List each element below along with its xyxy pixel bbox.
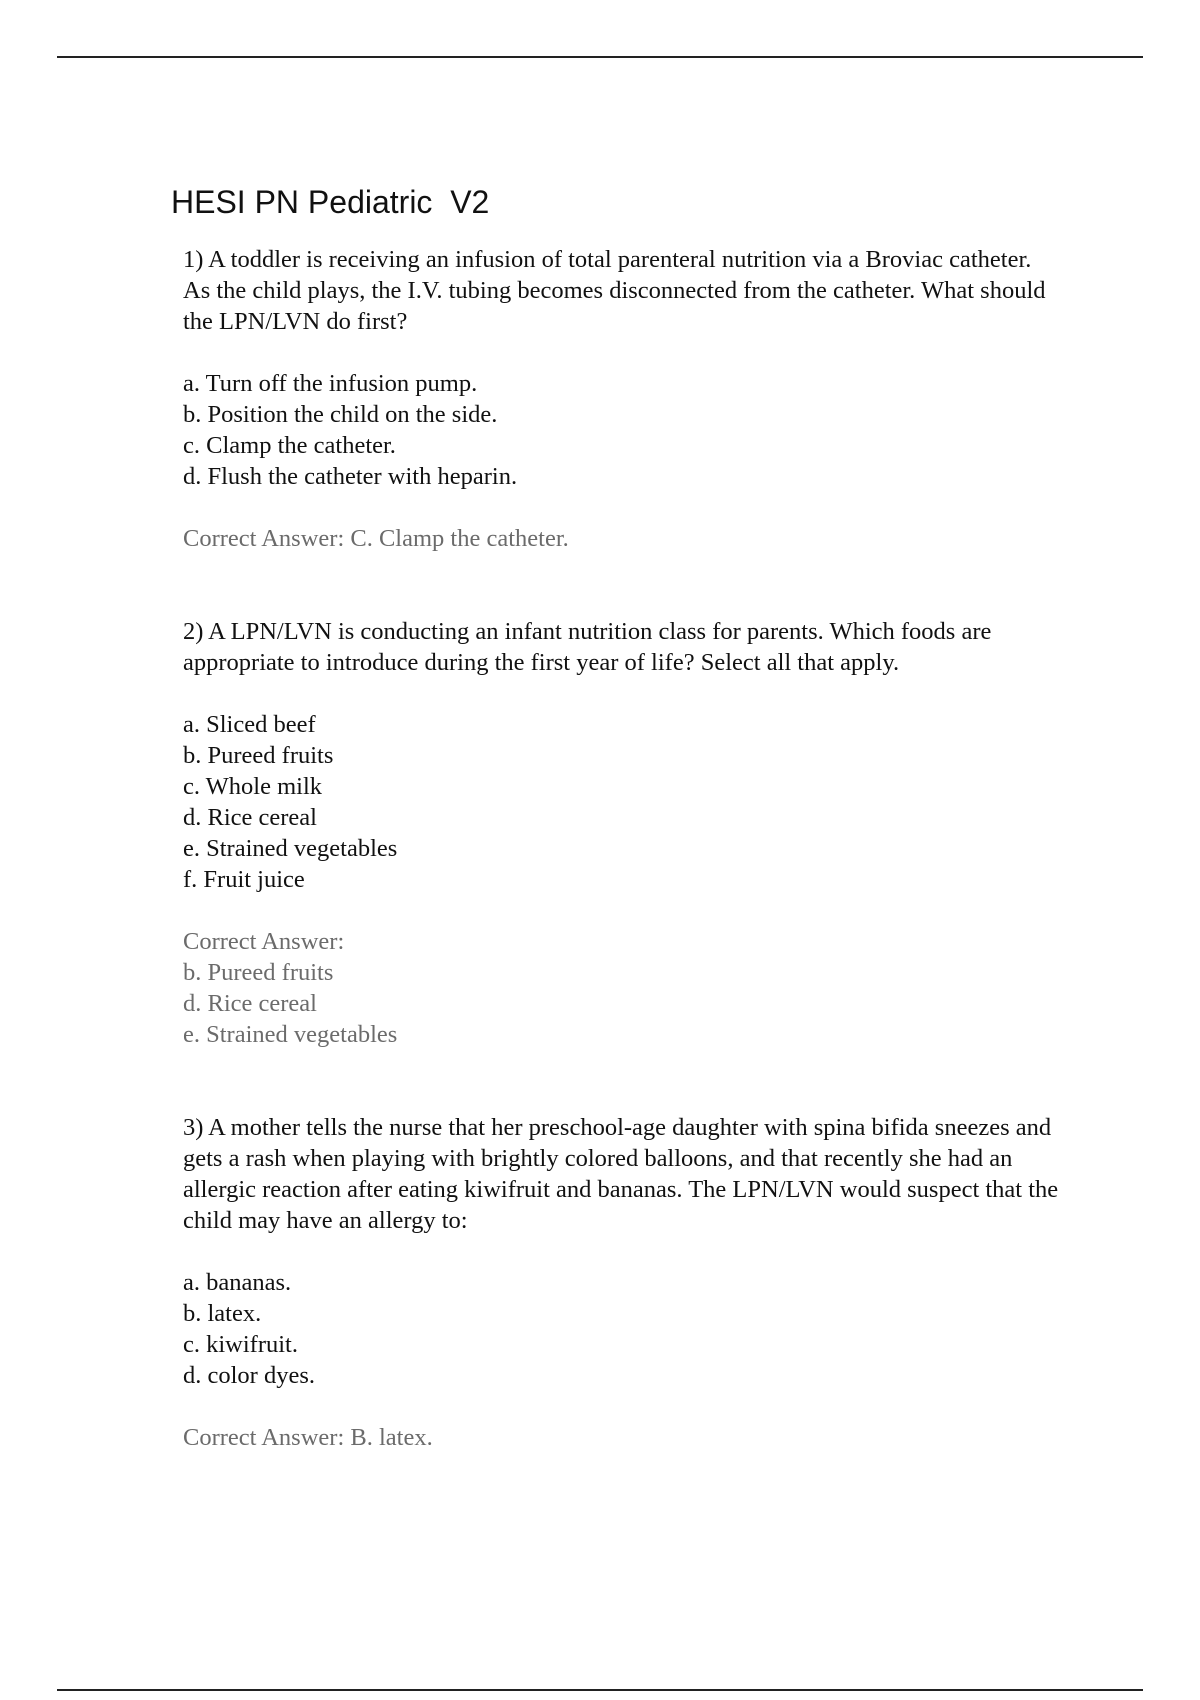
option-item: b. latex. — [183, 1300, 262, 1327]
question-3 — [183, 1112, 1063, 1453]
top-rule — [57, 56, 1143, 58]
document-title: HESI PN Pediatric V2 — [171, 184, 490, 220]
option-item: e. Strained vegetables — [183, 835, 398, 862]
question-2-correct-answer-list — [183, 957, 1063, 1050]
question-1-options — [183, 368, 1063, 492]
question-2 — [183, 616, 1063, 1050]
option-item: a. Turn off the infusion pump. — [183, 370, 478, 397]
bottom-rule — [57, 1689, 1143, 1691]
option-item: f. Fruit juice — [183, 866, 305, 893]
option-item: a. bananas. — [183, 1269, 292, 1296]
option-item: a. Sliced beef — [183, 711, 316, 738]
question-2-prompt: 2) A LPN/LVN is conducting an infant nutrition class for parents. Which foods are appropriate to introduce during the first year of life? Select all that apply. — [183, 618, 992, 676]
option-item: d. Rice cereal — [183, 804, 317, 831]
question-1-correct-answer: Correct Answer: C. Clamp the catheter. — [183, 525, 569, 552]
question-3-prompt: 3) A mother tells the nurse that her preschool-age daughter with spina bifida sneezes and gets a rash when playing with brightly colored balloons, and that recently she had an allergic reaction after eating kiwifruit and bananas. The LPN/LVN would suspect that the child may have an allergy to: — [183, 1114, 1059, 1234]
answer-item: b. Pureed fruits — [183, 959, 334, 986]
answer-item: e. Strained vegetables — [183, 1021, 398, 1048]
option-item: d. color dyes. — [183, 1362, 315, 1389]
option-item: b. Pureed fruits — [183, 742, 334, 769]
question-list — [183, 244, 1063, 1453]
question-3-correct-answer: Correct Answer: B. latex. — [183, 1424, 433, 1451]
question-3-options — [183, 1267, 1063, 1391]
question-1 — [183, 244, 1063, 554]
question-1-prompt: 1) A toddler is receiving an infusion of total parenteral nutrition via a Broviac catheter. As the child plays, the I.V. tubing becomes disconnected from the catheter. What should the LPN/LVN do first? — [183, 246, 1046, 335]
answer-item: d. Rice cereal — [183, 990, 317, 1017]
option-item: c. kiwifruit. — [183, 1331, 298, 1358]
option-item: c. Clamp the catheter. — [183, 432, 396, 459]
question-2-options — [183, 709, 1063, 895]
option-item: d. Flush the catheter with heparin. — [183, 463, 518, 490]
option-item: b. Position the child on the side. — [183, 401, 498, 428]
option-item: c. Whole milk — [183, 773, 323, 800]
question-2-correct-answer-heading: Correct Answer: — [183, 928, 345, 955]
